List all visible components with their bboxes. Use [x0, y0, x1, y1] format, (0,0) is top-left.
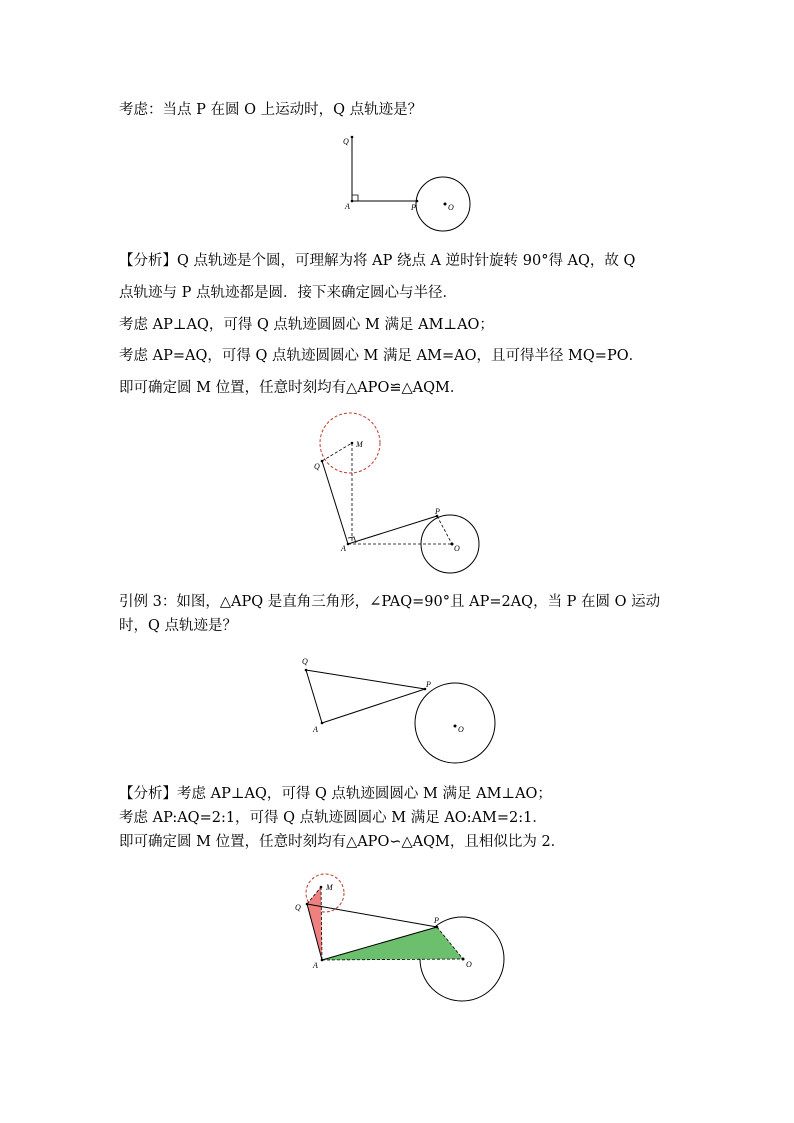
segment-AQ — [306, 670, 322, 723]
label-A: A — [345, 202, 350, 211]
analysis-3-line-1: 【分析】考虑 AP⊥AQ，可得 Q 点轨迹圆圆心 M 满足 AM⊥AO； — [119, 786, 552, 802]
segment-QP — [306, 670, 425, 689]
circle-O — [416, 177, 470, 231]
segment-AP — [348, 516, 437, 544]
figure-3 — [295, 648, 505, 768]
example-3-line-2: 时，Q 点轨迹是？ — [119, 618, 237, 634]
analysis-3-line-3: 即可确定圆 M 位置，任意时刻均有△APO∽△AQM，且相似比为 2． — [119, 834, 566, 850]
figure-4 — [285, 868, 515, 1008]
figure-1 — [330, 128, 480, 238]
label-O: O — [458, 725, 464, 734]
label-O: O — [466, 960, 472, 969]
triangle-APO — [322, 927, 463, 960]
analysis-1-line-3: 考虑 AP⊥AQ，可得 Q 点轨迹圆圆心 M 满足 AM⊥AO； — [119, 317, 494, 333]
analysis-1-line-1: 【分析】Q 点轨迹是个圆，可理解为将 AP 绕点 A 逆时针旋转 90°得 AQ，故 Q — [119, 253, 636, 269]
label-P: P — [426, 680, 431, 689]
label-Q: Q — [314, 462, 320, 471]
label-O: O — [448, 203, 454, 212]
segment-PO — [437, 516, 452, 544]
label-A: A — [313, 725, 318, 734]
label-P: P — [435, 507, 440, 516]
label-A: A — [341, 544, 346, 553]
label-Q: Q — [302, 657, 308, 666]
segment-QP — [307, 904, 437, 927]
label-M: M — [356, 440, 363, 449]
circle-O — [415, 683, 495, 763]
analysis-3-line-2: 考虑 AP:AQ=2:1，可得 Q 点轨迹圆圆心 M 满足 AO:AM=2:1． — [119, 810, 547, 826]
segment-AP — [322, 689, 425, 723]
label-O: O — [454, 544, 460, 553]
segment-QM — [322, 443, 352, 461]
analysis-1-line-4: 考虑 AP=AQ，可得 Q 点轨迹圆圆心 M 满足 AM=AO，且可得半径 MQ=PO． — [119, 348, 644, 364]
figure-2 — [310, 408, 490, 578]
label-A: A — [313, 961, 318, 970]
label-P: P — [411, 203, 416, 212]
label-Q: Q — [343, 137, 349, 146]
label-M: M — [326, 883, 333, 892]
question-1: 考虑：当点 P 在圆 O 上运动时，Q 点轨迹是？ — [119, 102, 423, 118]
triangle-AQM — [307, 887, 322, 960]
label-P: P — [434, 916, 439, 925]
segment-AQ — [322, 461, 348, 544]
analysis-1-line-2: 点轨迹与 P 点轨迹都是圆．接下来确定圆心与半径． — [119, 285, 457, 301]
example-3-line-1: 引例 3：如图，△APQ 是直角三角形，∠PAQ=90°且 AP=2AQ，当 P 在圆 O 运动 — [119, 594, 661, 610]
analysis-1-line-5: 即可确定圆 M 位置，任意时刻均有△APO≌△AQM． — [119, 380, 465, 396]
label-Q: Q — [295, 903, 301, 912]
circle-M-dashed — [320, 413, 380, 473]
